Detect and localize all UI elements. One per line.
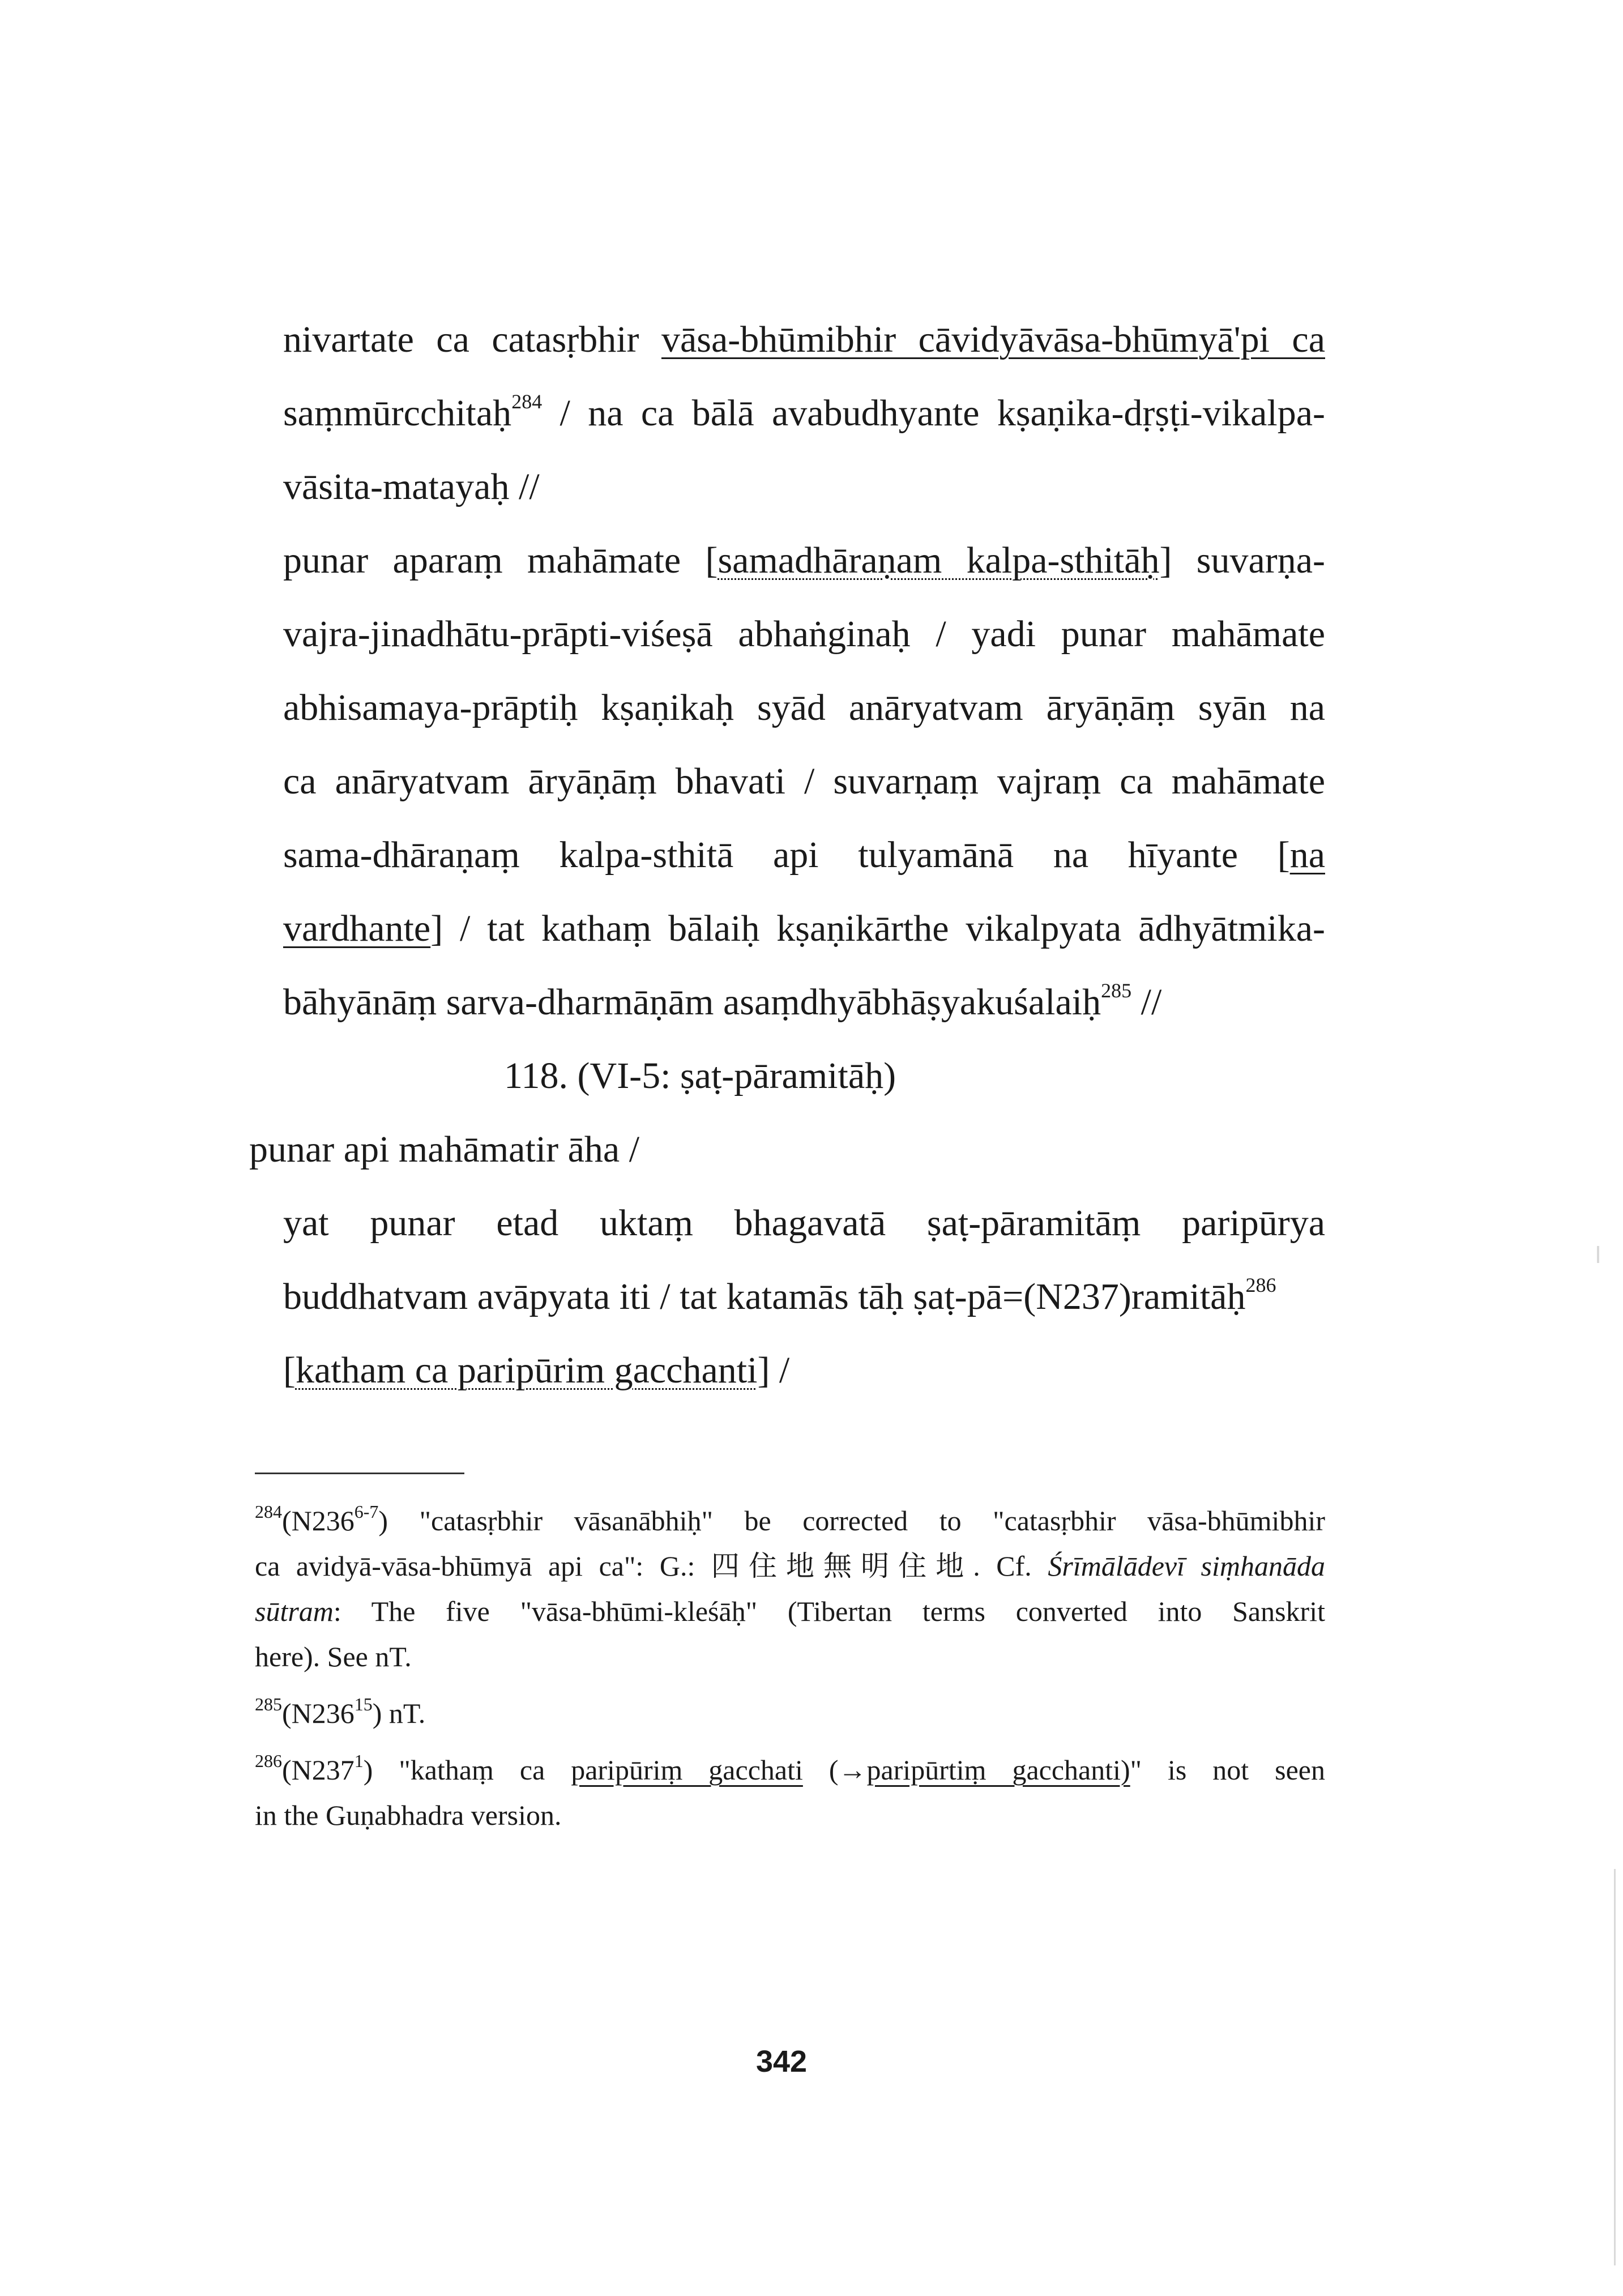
- text-line-4: punar aparaṃ mahāmate [samadhāraṇam kalpa-sthitāḥ] suvarṇa-: [283, 540, 1325, 581]
- text-line-3: vāsita-matayaḥ //: [283, 466, 540, 507]
- footnote-number: 286: [255, 1751, 282, 1771]
- text-line-9: vardhante] / tat kathaṃ bālaiḥ kṣaṇikārthe vikalpyata ādhyātmika-: [283, 908, 1325, 949]
- footnote-286-line-1: $^{286}(N237^1)$ "kathaṃ ca paripūriṃ gacchati (→paripūrtiṃ gacchanti)" is not seen: [255, 1751, 1325, 1786]
- dotted-underlined-phrase: samadhāraṇam kalpa-sthitāḥ: [717, 540, 1160, 581]
- section-heading: 118. (VI-5: ṣaṭ-pāramitāḥ): [504, 1055, 896, 1096]
- scan-artifact: [1614, 1869, 1616, 2265]
- underlined-word: na: [1289, 834, 1325, 876]
- text-line-11: punar api mahāmatir āha /: [249, 1129, 640, 1170]
- underlined-word: vardhante: [283, 908, 431, 949]
- footnote-ref-286: 286: [1245, 1274, 1276, 1296]
- footnote-number: 284: [255, 1501, 282, 1522]
- footnote-separator: [255, 1473, 464, 1474]
- text-line-6: abhisamaya-prāptiḥ kṣaṇikaḥ syād anāryatvam āryāṇāṃ syān na: [283, 687, 1325, 728]
- scan-artifact: [1597, 1246, 1599, 1263]
- footnote-286-line-2: in the Guṇabhadra version.: [255, 1799, 562, 1831]
- footnote-ref-284: 284: [511, 390, 543, 413]
- text-line-14: [katham ca paripūrim gacchanti] /: [283, 1350, 790, 1391]
- text-line-12: yat punar etad uktaṃ bhagavatā ṣaṭ-pāramitāṃ paripūrya: [283, 1202, 1325, 1244]
- text-line-8: sama-dhāraṇaṃ kalpa-sthitā api tulyamānā na hīyante [na: [283, 834, 1325, 876]
- footnote-ref-285: 285: [1101, 979, 1132, 1002]
- footnote-number: 285: [255, 1694, 282, 1714]
- footnote-285: $^{285}(N236^{15})$ nT.: [255, 1694, 426, 1729]
- footnote-284-line-3: sūtram: The five "vāsa-bhūmi-kleśāḥ" (Tibertan terms converted into Sanskrit: [255, 1595, 1325, 1627]
- footnote-284-line-1: $^{284}$(N236$^{6-7}$) "catasṛbhir vāsanābhiḥ" be corrected to "catasṛbhir vāsa-bhūmibhir: [255, 1501, 1325, 1537]
- underlined-phrase: vāsa-bhūmibhir cāvidyāvāsa-bhūmyā'pi ca: [661, 319, 1325, 360]
- text-line-7: ca anāryatvam āryāṇāṃ bhavati / suvarṇaṃ vajraṃ ca mahāmate: [283, 761, 1325, 802]
- text-line-13: buddhatvam avāpyata iti / tat katamās tāḥ ṣaṭ-pā=(N237)ramitāḥ$^{286}$: [283, 1274, 1276, 1317]
- page-number: 342: [755, 2045, 808, 2079]
- footnote-284-line-2: ca avidyā-vāsa-bhūmyā api ca": G.: 四住地無明住地. Cf. Śrīmālādevī siṃhanāda: [255, 1550, 1325, 1582]
- text-line-5: vajra-jinadhātu-prāpti-viśeṣā abhaṅginaḥ / yadi punar mahāmate: [283, 613, 1325, 655]
- text-line-10: bāhyānāṃ sarva-dharmāṇām asaṃdhyābhāṣyakuśalaiḥ$^{285}$ //: [283, 979, 1162, 1023]
- text-line-2: saṃmūrcchitaḥ$^{284}$ / na ca bālā avabudhyante kṣaṇika-dṛṣṭi-vikalpa-: [283, 390, 1325, 434]
- dotted-underlined-phrase: katham ca paripūrim gacchanti: [295, 1350, 758, 1391]
- footnote-284-line-4: here). See nT.: [255, 1641, 412, 1672]
- text-line-1: nivartate ca catasṛbhir vāsa-bhūmibhir cāvidyāvāsa-bhūmyā'pi ca: [283, 319, 1325, 360]
